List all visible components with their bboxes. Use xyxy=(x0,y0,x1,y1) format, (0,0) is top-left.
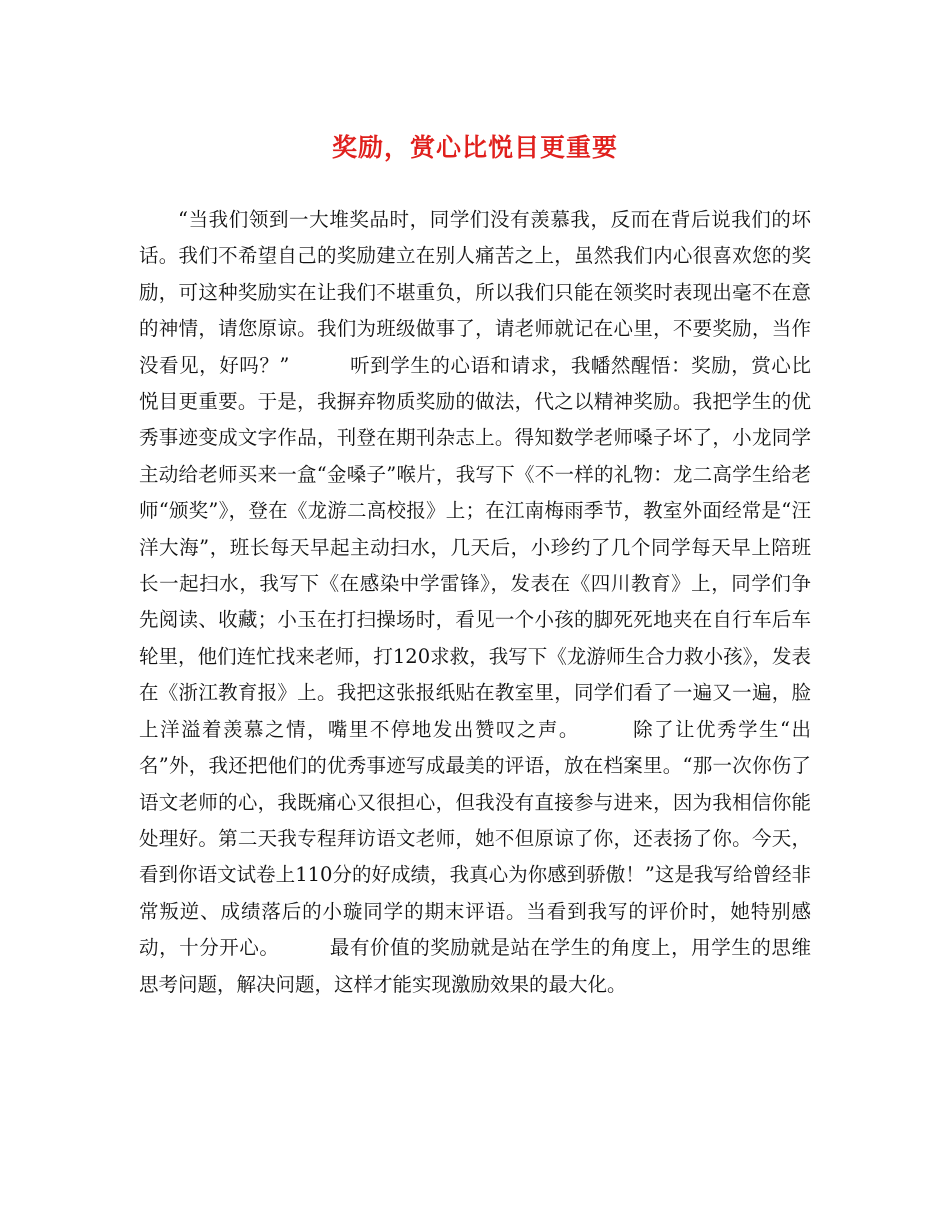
article-body: “当我们领到一大堆奖品时，同学们没有羡慕我，反而在背后说我们的坏话。我们不希望自己的奖励建立在别人痛苦之上，虽然我们内心很喜欢您的奖励，可这种奖励实在让我们不堪重负，所以我们只能在领奖时表现出毫不在意的神情，请您原谅。我们为班级做事了，请老师就记在心里，不要奖励，当作没看见，好吗？” 听到学生的心语和请求，我幡然醒悟：奖励，赏心比悦目更重要。于是，我摒弃物质奖励的做法，代之以精神奖励。我把学生的优秀事迹变成文字作品，刊登在期刊杂志上。得知数学老师嗓子坏了，小龙同学主动给老师买来一盒“金嗓子”喉片，我写下《不一样的礼物：龙二高学生给老师“颁奖”》，登在《龙游二高校报》上；在江南梅雨季节，教室外面经常是“汪洋大海”，班长每天早起主动扫水，几天后，小珍约了几个同学每天早上陪班长一起扫水，我写下《在感染中学雷锋》，发表在《四川教育》上，同学们争先阅读、收藏；小玉在打扫操场时，看见一个小孩的脚死死地夹在自行车后车轮里，他们连忙找来老师，打120求救，我写下《龙游师生合力救小孩》，发表在《浙江教育报》上。我把这张报纸贴在教室里，同学们看了一遍又一遍，脸上洋溢着羡慕之情，嘴里不停地发出赞叹之声。 除了让优秀学生“出名”外，我还把他们的优秀事迹写成最美的评语，放在档案里。“那一次你伤了语文老师的心，我既痛心又很担心，但我没有直接参与进来，因为我相信你能处理好。第二天我专程拜访语文老师，她不但原谅了你，还表扬了你。今天，看到你语文试卷上110分的好成绩，我真心为你感到骄傲！”这是我写给曾经非常叛逆、成绩落后的小璇同学的期末评语。当看到我写的评价时，她特别感动，十分开心。 最有价值的奖励就是站在学生的角度上，用学生的思维思考问题，解决问题，这样才能实现激励效果的最大化。 xyxy=(139,208,811,996)
article-title: 奖励，赏心比悦目更重要 xyxy=(331,133,618,162)
